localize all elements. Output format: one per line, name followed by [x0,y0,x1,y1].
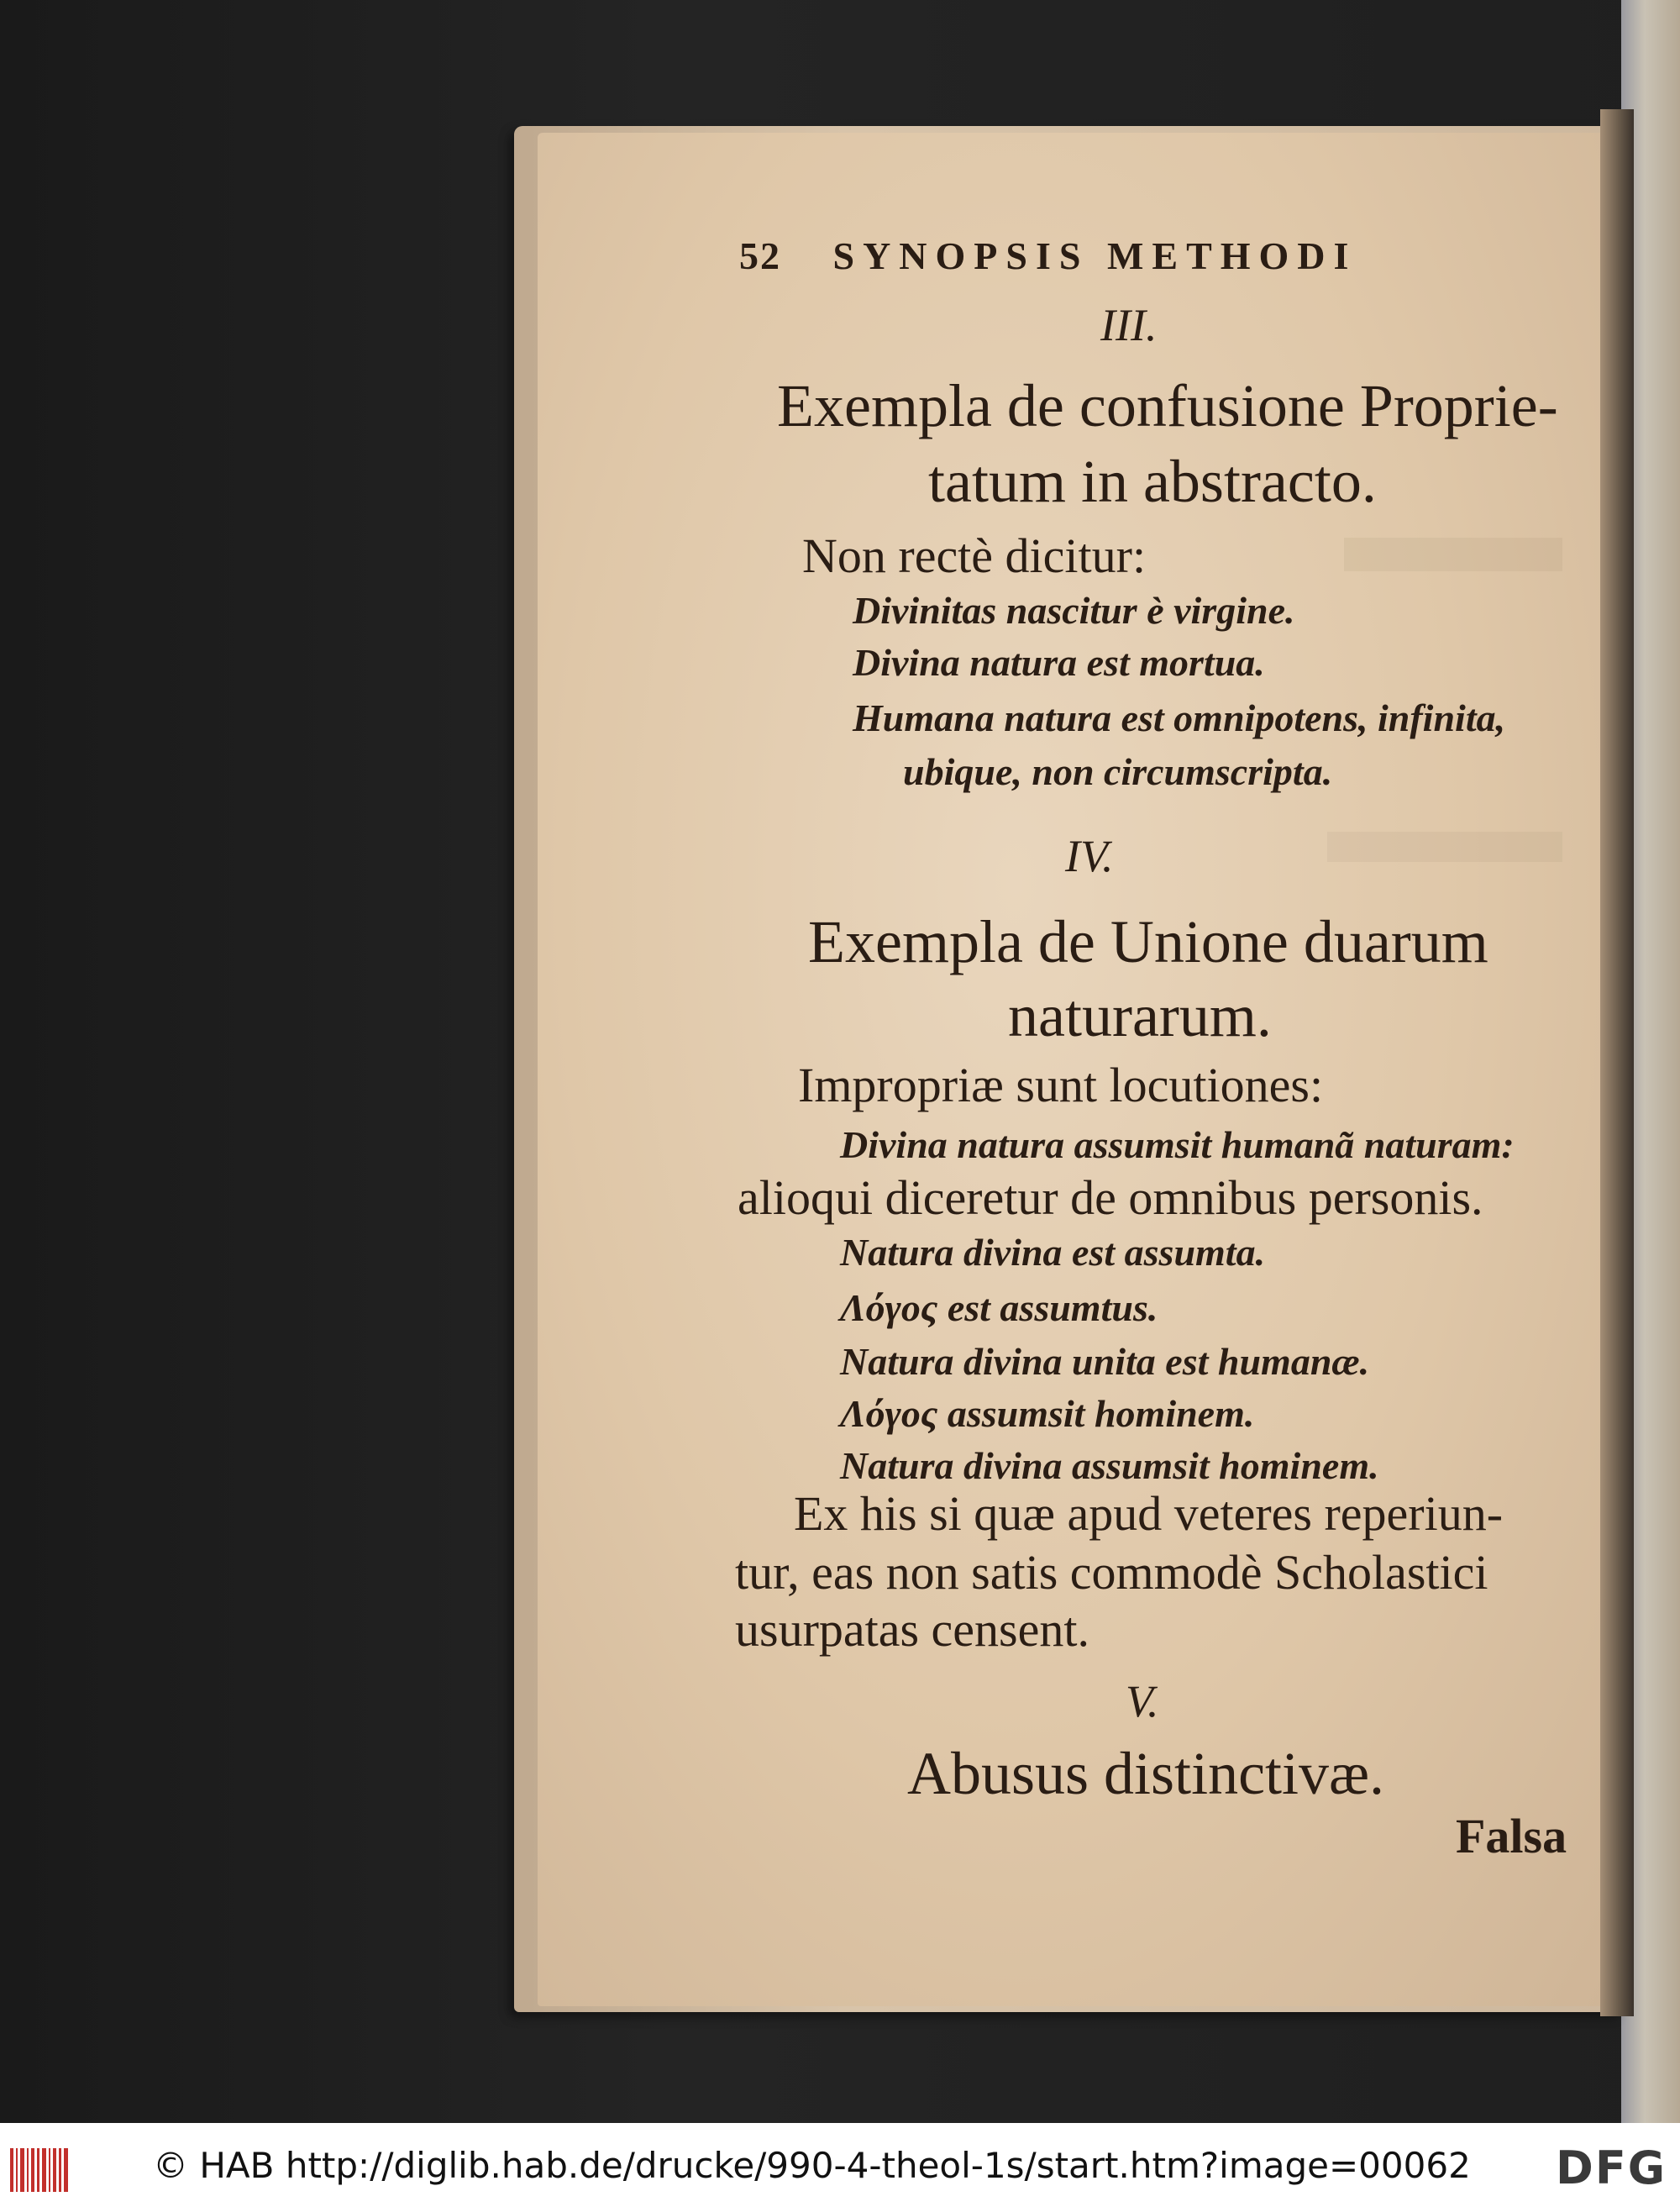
example-line: Divina natura est mortua. [853,641,1265,684]
example-line: Λόγος est assumtus. [840,1286,1158,1329]
section-heading: Exempla de Unione duarum [808,908,1488,975]
section-numeral: III. [1100,300,1158,350]
example-line: Λόγος assumsit hominem. [840,1392,1255,1435]
example-line: Natura divina est assumta. [840,1231,1266,1274]
example-line: Divina natura assumsit humanã naturam: [840,1123,1515,1166]
example-line: ubique, non circumscripta. [903,750,1333,793]
show-through-mark [1327,832,1562,862]
book-gutter [1600,109,1634,2016]
section-numeral: IV. [1065,831,1114,881]
example-line: Humana natura est omnipotens, infinita, [853,696,1506,739]
section-intro: Impropriæ sunt locutiones: [798,1058,1324,1112]
running-title: SYNOPSIS METHODI [832,234,1357,277]
dfg-logo: DFG [1556,2141,1667,2194]
example-line: Natura divina assumsit hominem. [840,1444,1379,1487]
body-line: usurpatas censent. [735,1602,1089,1657]
section-heading: Exempla de confusione Proprie- [777,372,1558,439]
section-heading: naturarum. [1008,982,1272,1049]
viewer-footer [0,2123,1680,2207]
section-numeral: V. [1126,1676,1159,1726]
example-line: Divinitas nascitur è virgine. [853,589,1295,632]
section-heading: Abusus distinctivæ. [907,1740,1385,1807]
example-line: Natura divina unita est humanæ. [840,1340,1370,1383]
hab-barcode-icon [10,2148,69,2192]
copyright-link[interactable]: © HAB http://diglib.hab.de/drucke/990-4-theol-1s/start.htm?image=00062 [153,2145,1471,2186]
section-intro: Non rectè dicitur: [802,528,1147,583]
body-line: tur, eas non satis commodè Scholastici [735,1545,1488,1600]
running-header [739,234,1357,278]
catchword: Falsa [1456,1809,1567,1863]
section-heading: tatum in abstracto. [928,448,1377,515]
show-through-mark [1344,538,1562,571]
body-line: Ex his si quæ apud veteres reperiun- [794,1486,1504,1541]
body-line: alioqui diceretur de omnibus personis. [738,1170,1483,1225]
page-number: 52 [739,234,781,277]
